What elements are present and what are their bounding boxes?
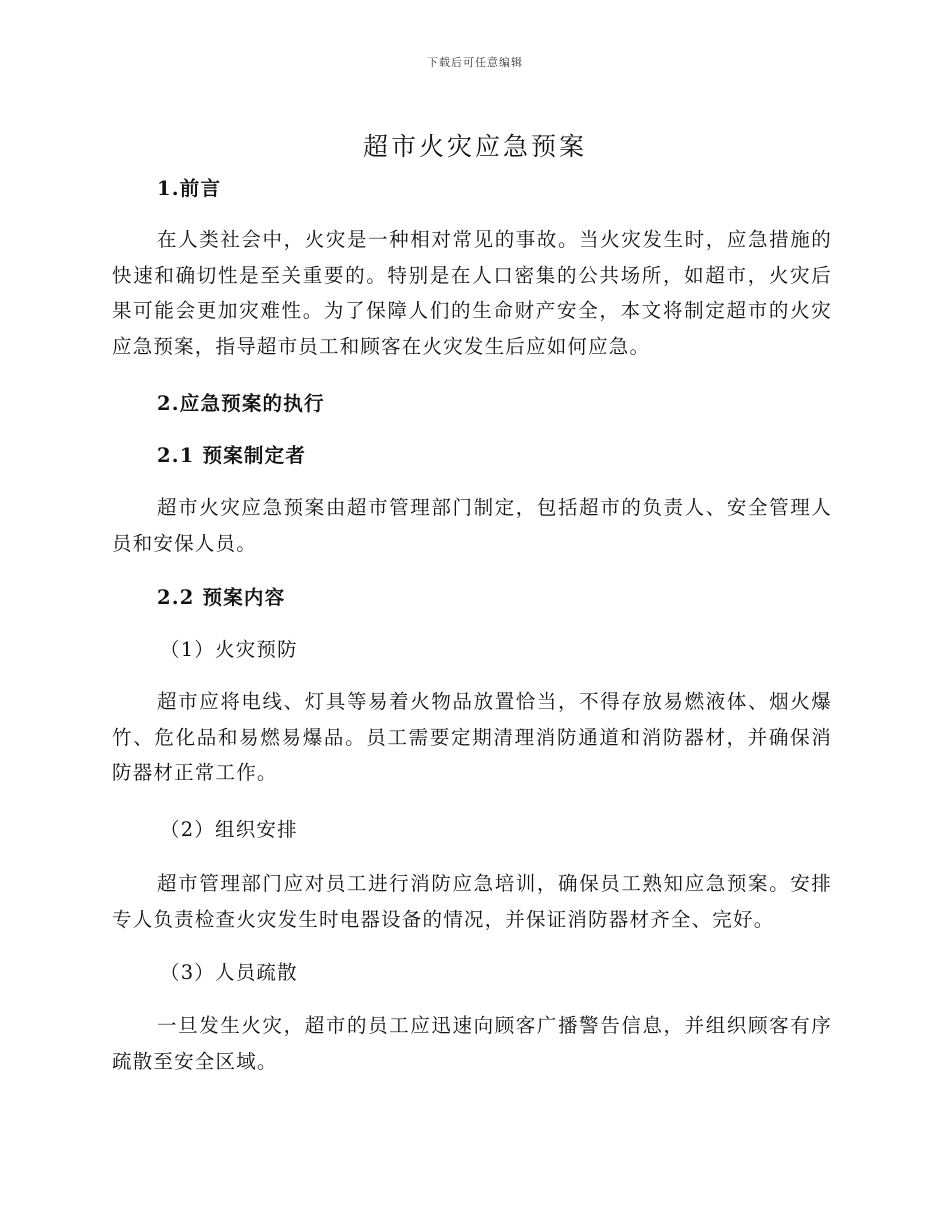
section-heading-preface: 1.前言 [157, 177, 222, 200]
item-heading-evacuation: （3）人员疏散 [160, 961, 298, 984]
header-note: 下载后可任意编辑 [427, 56, 523, 69]
item-heading-prevention: （1）火灾预防 [160, 638, 298, 661]
paragraph-evacuation: 一旦发生火灾，超市的员工应迅速向顾客广播警告信息，并组织顾客有序疏散至安全区域。 [112, 1014, 832, 1073]
subsection-heading-authors: 2.1 预案制定者 [157, 444, 307, 467]
paragraph-organization: 超市管理部门应对员工进行消防应急培训，确保员工熟知应急预案。安排专人负责检查火灾发生时电器设备的情况，并保证消防器材齐全、完好。 [112, 872, 832, 931]
paragraph-prevention: 超市应将电线、灯具等易着火物品放置恰当，不得存放易燃液体、烟火爆竹、危化品和易燃易爆品。员工需要定期清理消防通道和消防器材，并确保消防器材正常工作。 [112, 690, 832, 784]
paragraph-preface: 在人类社会中，火灾是一种相对常见的事故。当火灾发生时，应急措施的快速和确切性是至关重要的。特别是在人口密集的公共场所，如超市，火灾后果可能会更加灾难性。为了保障人们的生命财产安全，本文将制定超市的火灾应急预案，指导超市员工和顾客在火灾发生后应如何应急。 [112, 228, 832, 358]
paragraph-authors: 超市火灾应急预案由超市管理部门制定，包括超市的负责人、安全管理人员和安保人员。 [112, 496, 832, 555]
subsection-heading-content: 2.2 预案内容 [157, 586, 286, 609]
document-title: 超市火灾应急预案 [362, 132, 587, 161]
item-heading-organization: （2）组织安排 [160, 818, 298, 841]
section-heading-execution: 2.应急预案的执行 [157, 392, 325, 415]
